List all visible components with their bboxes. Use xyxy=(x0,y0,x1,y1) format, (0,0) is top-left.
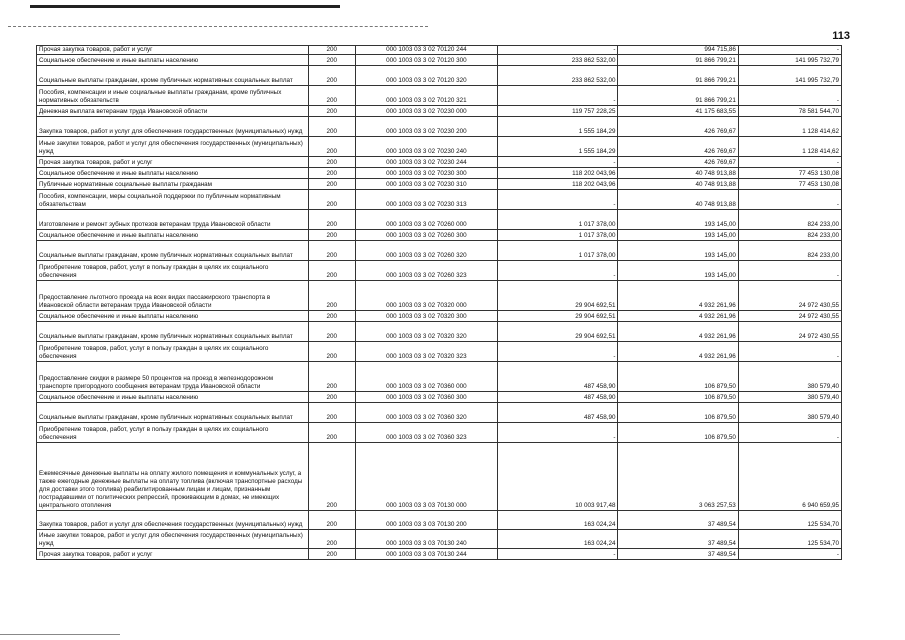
row-approved-cell: 487 458,90 xyxy=(498,403,618,423)
row-remaining-cell: - xyxy=(738,549,841,560)
row-kbk-cell: 000 1003 03 3 02 70260 320 xyxy=(355,241,498,261)
row-remaining-cell: 125 534,70 xyxy=(738,511,841,530)
row-remaining-cell: 380 579,40 xyxy=(738,392,841,403)
row-name-cell: Приобретение товаров, работ, услуг в пользу граждан в целях их социального обеспечения xyxy=(37,423,309,443)
row-name-cell: Изготовление и ремонт зубных протезов ветеранам труда Ивановской области xyxy=(37,210,309,230)
row-approved-cell: 119 757 228,25 xyxy=(498,106,618,117)
row-executed-cell: 426 769,67 xyxy=(618,137,738,157)
row-executed-cell: 37 489,54 xyxy=(618,549,738,560)
row-approved-cell: 1 017 378,00 xyxy=(498,241,618,261)
row-code-cell: 200 xyxy=(309,261,356,281)
table-row xyxy=(37,157,842,168)
row-kbk-cell: 000 1003 03 3 02 70360 300 xyxy=(355,392,498,403)
row-remaining-cell: 824 233,00 xyxy=(738,241,841,261)
row-executed-cell: 994 715,86 xyxy=(618,46,738,55)
row-name-cell: Социальные выплаты гражданам, кроме публичных нормативных социальных выплат xyxy=(37,66,309,86)
row-code-cell: 200 xyxy=(309,322,356,342)
row-kbk-cell: 000 1003 03 3 02 70120 244 xyxy=(355,46,498,55)
row-name-cell: Пособия, компенсации и иные социальные выплаты гражданам, кроме публичных нормативных обязательств xyxy=(37,86,309,106)
row-name-cell: Социальные выплаты гражданам, кроме публичных нормативных социальных выплат xyxy=(37,241,309,261)
row-code-cell: 200 xyxy=(309,230,356,241)
row-code-cell: 200 xyxy=(309,423,356,443)
row-name-cell: Предоставление льготного проезда на всех видах пассажирского транспорта в Ивановской области ветеранам труда Ивановской области xyxy=(37,281,309,311)
row-code-cell: 200 xyxy=(309,106,356,117)
row-name-cell: Ежемесячные денежные выплаты на оплату жилого помещения и коммунальных услуг, а также ежегодные денежные выплаты на оплату топлива (включая транспортные расходы для доставки этого топлива) реабилитированным лицам и лицам, признанным пострадавшими от политических репрессий, проживающим в домах, не имеющих центрального отопления xyxy=(37,443,309,511)
table-row xyxy=(37,106,842,117)
row-name-cell: Закупка товаров, работ и услуг для обеспечения государственных (муниципальных) нужд xyxy=(37,117,309,137)
row-code-cell: 200 xyxy=(309,443,356,511)
table-row xyxy=(37,549,842,560)
row-kbk-cell: 000 1003 03 3 02 70360 323 xyxy=(355,423,498,443)
scan-dashed-line xyxy=(8,26,428,27)
row-kbk-cell: 000 1003 03 3 03 70130 244 xyxy=(355,549,498,560)
row-remaining-cell: 78 581 544,70 xyxy=(738,106,841,117)
row-approved-cell: 233 862 532,00 xyxy=(498,55,618,66)
row-remaining-cell: 6 940 659,95 xyxy=(738,443,841,511)
row-executed-cell: 4 932 261,96 xyxy=(618,322,738,342)
row-remaining-cell: 77 453 130,08 xyxy=(738,179,841,190)
row-executed-cell: 4 932 261,96 xyxy=(618,311,738,322)
row-kbk-cell: 000 1003 03 3 02 70230 310 xyxy=(355,179,498,190)
row-remaining-cell: 24 972 430,55 xyxy=(738,311,841,322)
row-name-cell: Социальные выплаты гражданам, кроме публичных нормативных социальных выплат xyxy=(37,403,309,423)
table-row xyxy=(37,322,842,342)
row-kbk-cell: 000 1003 03 3 02 70260 323 xyxy=(355,261,498,281)
row-executed-cell: 37 489,54 xyxy=(618,530,738,549)
row-code-cell: 200 xyxy=(309,157,356,168)
table-row xyxy=(37,443,842,511)
row-code-cell: 200 xyxy=(309,86,356,106)
row-remaining-cell: - xyxy=(738,86,841,106)
row-remaining-cell: 24 972 430,55 xyxy=(738,281,841,311)
footer-rule xyxy=(0,634,120,635)
row-remaining-cell: 824 233,00 xyxy=(738,210,841,230)
row-name-cell: Социальное обеспечение и иные выплаты населению xyxy=(37,168,309,179)
row-executed-cell: 193 145,00 xyxy=(618,230,738,241)
row-executed-cell: 91 866 799,21 xyxy=(618,55,738,66)
row-name-cell: Предоставление скидки в размере 50 процентов на проезд в железнодорожном транспорте пригородного сообщения ветеранам труда Ивановской области xyxy=(37,362,309,392)
row-executed-cell: 106 879,50 xyxy=(618,423,738,443)
row-executed-cell: 4 932 261,96 xyxy=(618,342,738,362)
row-executed-cell: 40 748 913,88 xyxy=(618,190,738,210)
row-executed-cell: 106 879,50 xyxy=(618,403,738,423)
row-kbk-cell: 000 1003 03 3 02 70320 000 xyxy=(355,281,498,311)
row-code-cell: 200 xyxy=(309,549,356,560)
row-approved-cell: 487 458,90 xyxy=(498,362,618,392)
row-code-cell: 200 xyxy=(309,241,356,261)
row-code-cell: 200 xyxy=(309,190,356,210)
row-remaining-cell: 1 128 414,62 xyxy=(738,117,841,137)
table-row xyxy=(37,403,842,423)
row-name-cell: Социальное обеспечение и иные выплаты населению xyxy=(37,392,309,403)
row-executed-cell: 106 879,50 xyxy=(618,362,738,392)
row-approved-cell: 10 003 917,48 xyxy=(498,443,618,511)
row-code-cell: 200 xyxy=(309,179,356,190)
table-row xyxy=(37,423,842,443)
budget-table-body xyxy=(37,46,842,560)
row-name-cell: Социальные выплаты гражданам, кроме публичных нормативных социальных выплат xyxy=(37,322,309,342)
row-executed-cell: 106 879,50 xyxy=(618,392,738,403)
row-approved-cell: 1 555 184,29 xyxy=(498,117,618,137)
row-executed-cell: 193 145,00 xyxy=(618,241,738,261)
row-remaining-cell: - xyxy=(738,342,841,362)
table-row xyxy=(37,46,842,55)
table-row xyxy=(37,66,842,86)
row-name-cell: Денежная выплата ветеранам труда Ивановской области xyxy=(37,106,309,117)
row-kbk-cell: 000 1003 03 3 02 70230 313 xyxy=(355,190,498,210)
row-executed-cell: 41 175 683,55 xyxy=(618,106,738,117)
row-name-cell: Закупка товаров, работ и услуг для обеспечения государственных (муниципальных) нужд xyxy=(37,511,309,530)
row-name-cell: Приобретение товаров, работ, услуг в пользу граждан в целях их социального обеспечения xyxy=(37,342,309,362)
table-row xyxy=(37,168,842,179)
row-approved-cell: 118 202 043,96 xyxy=(498,179,618,190)
row-approved-cell: 1 555 184,29 xyxy=(498,137,618,157)
row-executed-cell: 37 489,54 xyxy=(618,511,738,530)
row-remaining-cell: 141 995 732,79 xyxy=(738,66,841,86)
row-approved-cell: - xyxy=(498,423,618,443)
row-kbk-cell: 000 1003 03 3 02 70360 320 xyxy=(355,403,498,423)
row-code-cell: 200 xyxy=(309,281,356,311)
row-code-cell: 200 xyxy=(309,55,356,66)
table-row xyxy=(37,511,842,530)
row-code-cell: 200 xyxy=(309,66,356,86)
row-code-cell: 200 xyxy=(309,117,356,137)
table-row xyxy=(37,392,842,403)
row-executed-cell: 40 748 913,88 xyxy=(618,179,738,190)
row-remaining-cell: 1 128 414,62 xyxy=(738,137,841,157)
table-row xyxy=(37,261,842,281)
row-code-cell: 200 xyxy=(309,403,356,423)
row-approved-cell: - xyxy=(498,86,618,106)
row-approved-cell: 487 458,90 xyxy=(498,392,618,403)
row-kbk-cell: 000 1003 03 3 02 70230 200 xyxy=(355,117,498,137)
row-remaining-cell: 380 579,40 xyxy=(738,362,841,392)
row-approved-cell: 1 017 378,00 xyxy=(498,230,618,241)
row-code-cell: 200 xyxy=(309,311,356,322)
row-name-cell: Публичные нормативные социальные выплаты гражданам xyxy=(37,179,309,190)
row-kbk-cell: 000 1003 03 3 02 70360 000 xyxy=(355,362,498,392)
table-row xyxy=(37,179,842,190)
row-name-cell: Социальное обеспечение и иные выплаты населению xyxy=(37,311,309,322)
row-approved-cell: 163 024,24 xyxy=(498,530,618,549)
row-approved-cell: 118 202 043,96 xyxy=(498,168,618,179)
row-kbk-cell: 000 1003 03 3 03 70130 200 xyxy=(355,511,498,530)
row-approved-cell: - xyxy=(498,549,618,560)
page-number: 113 xyxy=(832,30,850,42)
row-code-cell: 200 xyxy=(309,511,356,530)
row-approved-cell: 1 017 378,00 xyxy=(498,210,618,230)
row-name-cell: Прочая закупка товаров, работ и услуг xyxy=(37,549,309,560)
row-kbk-cell: 000 1003 03 3 03 70130 240 xyxy=(355,530,498,549)
row-kbk-cell: 000 1003 03 3 02 70120 321 xyxy=(355,86,498,106)
row-executed-cell: 193 145,00 xyxy=(618,261,738,281)
row-code-cell: 200 xyxy=(309,46,356,55)
row-remaining-cell: 380 579,40 xyxy=(738,403,841,423)
row-code-cell: 200 xyxy=(309,342,356,362)
row-kbk-cell: 000 1003 03 3 03 70130 000 xyxy=(355,443,498,511)
row-remaining-cell: - xyxy=(738,261,841,281)
row-approved-cell: - xyxy=(498,342,618,362)
table-row xyxy=(37,86,842,106)
row-approved-cell: - xyxy=(498,46,618,55)
row-approved-cell: 233 862 532,00 xyxy=(498,66,618,86)
row-code-cell: 200 xyxy=(309,530,356,549)
row-executed-cell: 4 932 261,96 xyxy=(618,281,738,311)
row-remaining-cell: 824 233,00 xyxy=(738,230,841,241)
row-approved-cell: 29 904 692,51 xyxy=(498,311,618,322)
row-name-cell: Социальное обеспечение и иные выплаты населению xyxy=(37,230,309,241)
row-executed-cell: 426 769,67 xyxy=(618,157,738,168)
table-row xyxy=(37,241,842,261)
row-remaining-cell: 125 534,70 xyxy=(738,530,841,549)
row-kbk-cell: 000 1003 03 3 02 70320 300 xyxy=(355,311,498,322)
table-row xyxy=(37,362,842,392)
row-remaining-cell: - xyxy=(738,157,841,168)
row-kbk-cell: 000 1003 03 3 02 70260 300 xyxy=(355,230,498,241)
row-kbk-cell: 000 1003 03 3 02 70230 244 xyxy=(355,157,498,168)
row-approved-cell: - xyxy=(498,261,618,281)
row-kbk-cell: 000 1003 03 3 02 70120 300 xyxy=(355,55,498,66)
table-row xyxy=(37,210,842,230)
table-row xyxy=(37,117,842,137)
table-row xyxy=(37,342,842,362)
row-name-cell: Прочая закупка товаров, работ и услуг xyxy=(37,46,309,55)
row-approved-cell: 29 904 692,51 xyxy=(498,281,618,311)
row-code-cell: 200 xyxy=(309,168,356,179)
table-row xyxy=(37,530,842,549)
table-row xyxy=(37,311,842,322)
row-remaining-cell: 141 995 732,79 xyxy=(738,55,841,66)
table-row xyxy=(37,55,842,66)
row-kbk-cell: 000 1003 03 3 02 70320 320 xyxy=(355,322,498,342)
row-remaining-cell: - xyxy=(738,423,841,443)
row-kbk-cell: 000 1003 03 3 02 70320 323 xyxy=(355,342,498,362)
row-approved-cell: - xyxy=(498,157,618,168)
row-name-cell: Приобретение товаров, работ, услуг в пользу граждан в целях их социального обеспечения xyxy=(37,261,309,281)
row-approved-cell: - xyxy=(498,190,618,210)
row-name-cell: Иные закупки товаров, работ и услуг для обеспечения государственных (муниципальных) нужд xyxy=(37,137,309,157)
row-approved-cell: 163 024,24 xyxy=(498,511,618,530)
row-executed-cell: 3 063 257,53 xyxy=(618,443,738,511)
table-row xyxy=(37,281,842,311)
header-rule xyxy=(30,5,340,8)
row-name-cell: Пособия, компенсации, меры социальной поддержки по публичным нормативным обязательствам xyxy=(37,190,309,210)
row-name-cell: Прочая закупка товаров, работ и услуг xyxy=(37,157,309,168)
table-row xyxy=(37,190,842,210)
budget-table xyxy=(36,45,842,560)
row-kbk-cell: 000 1003 03 3 02 70120 320 xyxy=(355,66,498,86)
row-remaining-cell: 24 972 430,55 xyxy=(738,322,841,342)
row-kbk-cell: 000 1003 03 3 02 70230 000 xyxy=(355,106,498,117)
table-row xyxy=(37,230,842,241)
row-remaining-cell: - xyxy=(738,46,841,55)
table-row xyxy=(37,137,842,157)
row-code-cell: 200 xyxy=(309,392,356,403)
row-approved-cell: 29 904 692,51 xyxy=(498,322,618,342)
row-code-cell: 200 xyxy=(309,362,356,392)
row-code-cell: 200 xyxy=(309,137,356,157)
row-executed-cell: 426 769,67 xyxy=(618,117,738,137)
row-name-cell: Иные закупки товаров, работ и услуг для обеспечения государственных (муниципальных) нужд xyxy=(37,530,309,549)
row-kbk-cell: 000 1003 03 3 02 70230 300 xyxy=(355,168,498,179)
row-kbk-cell: 000 1003 03 3 02 70230 240 xyxy=(355,137,498,157)
row-kbk-cell: 000 1003 03 3 02 70260 000 xyxy=(355,210,498,230)
row-executed-cell: 91 866 799,21 xyxy=(618,66,738,86)
row-remaining-cell: 77 453 130,08 xyxy=(738,168,841,179)
row-remaining-cell: - xyxy=(738,190,841,210)
row-executed-cell: 193 145,00 xyxy=(618,210,738,230)
row-code-cell: 200 xyxy=(309,210,356,230)
row-executed-cell: 91 866 799,21 xyxy=(618,86,738,106)
row-name-cell: Социальное обеспечение и иные выплаты населению xyxy=(37,55,309,66)
row-executed-cell: 40 748 913,88 xyxy=(618,168,738,179)
